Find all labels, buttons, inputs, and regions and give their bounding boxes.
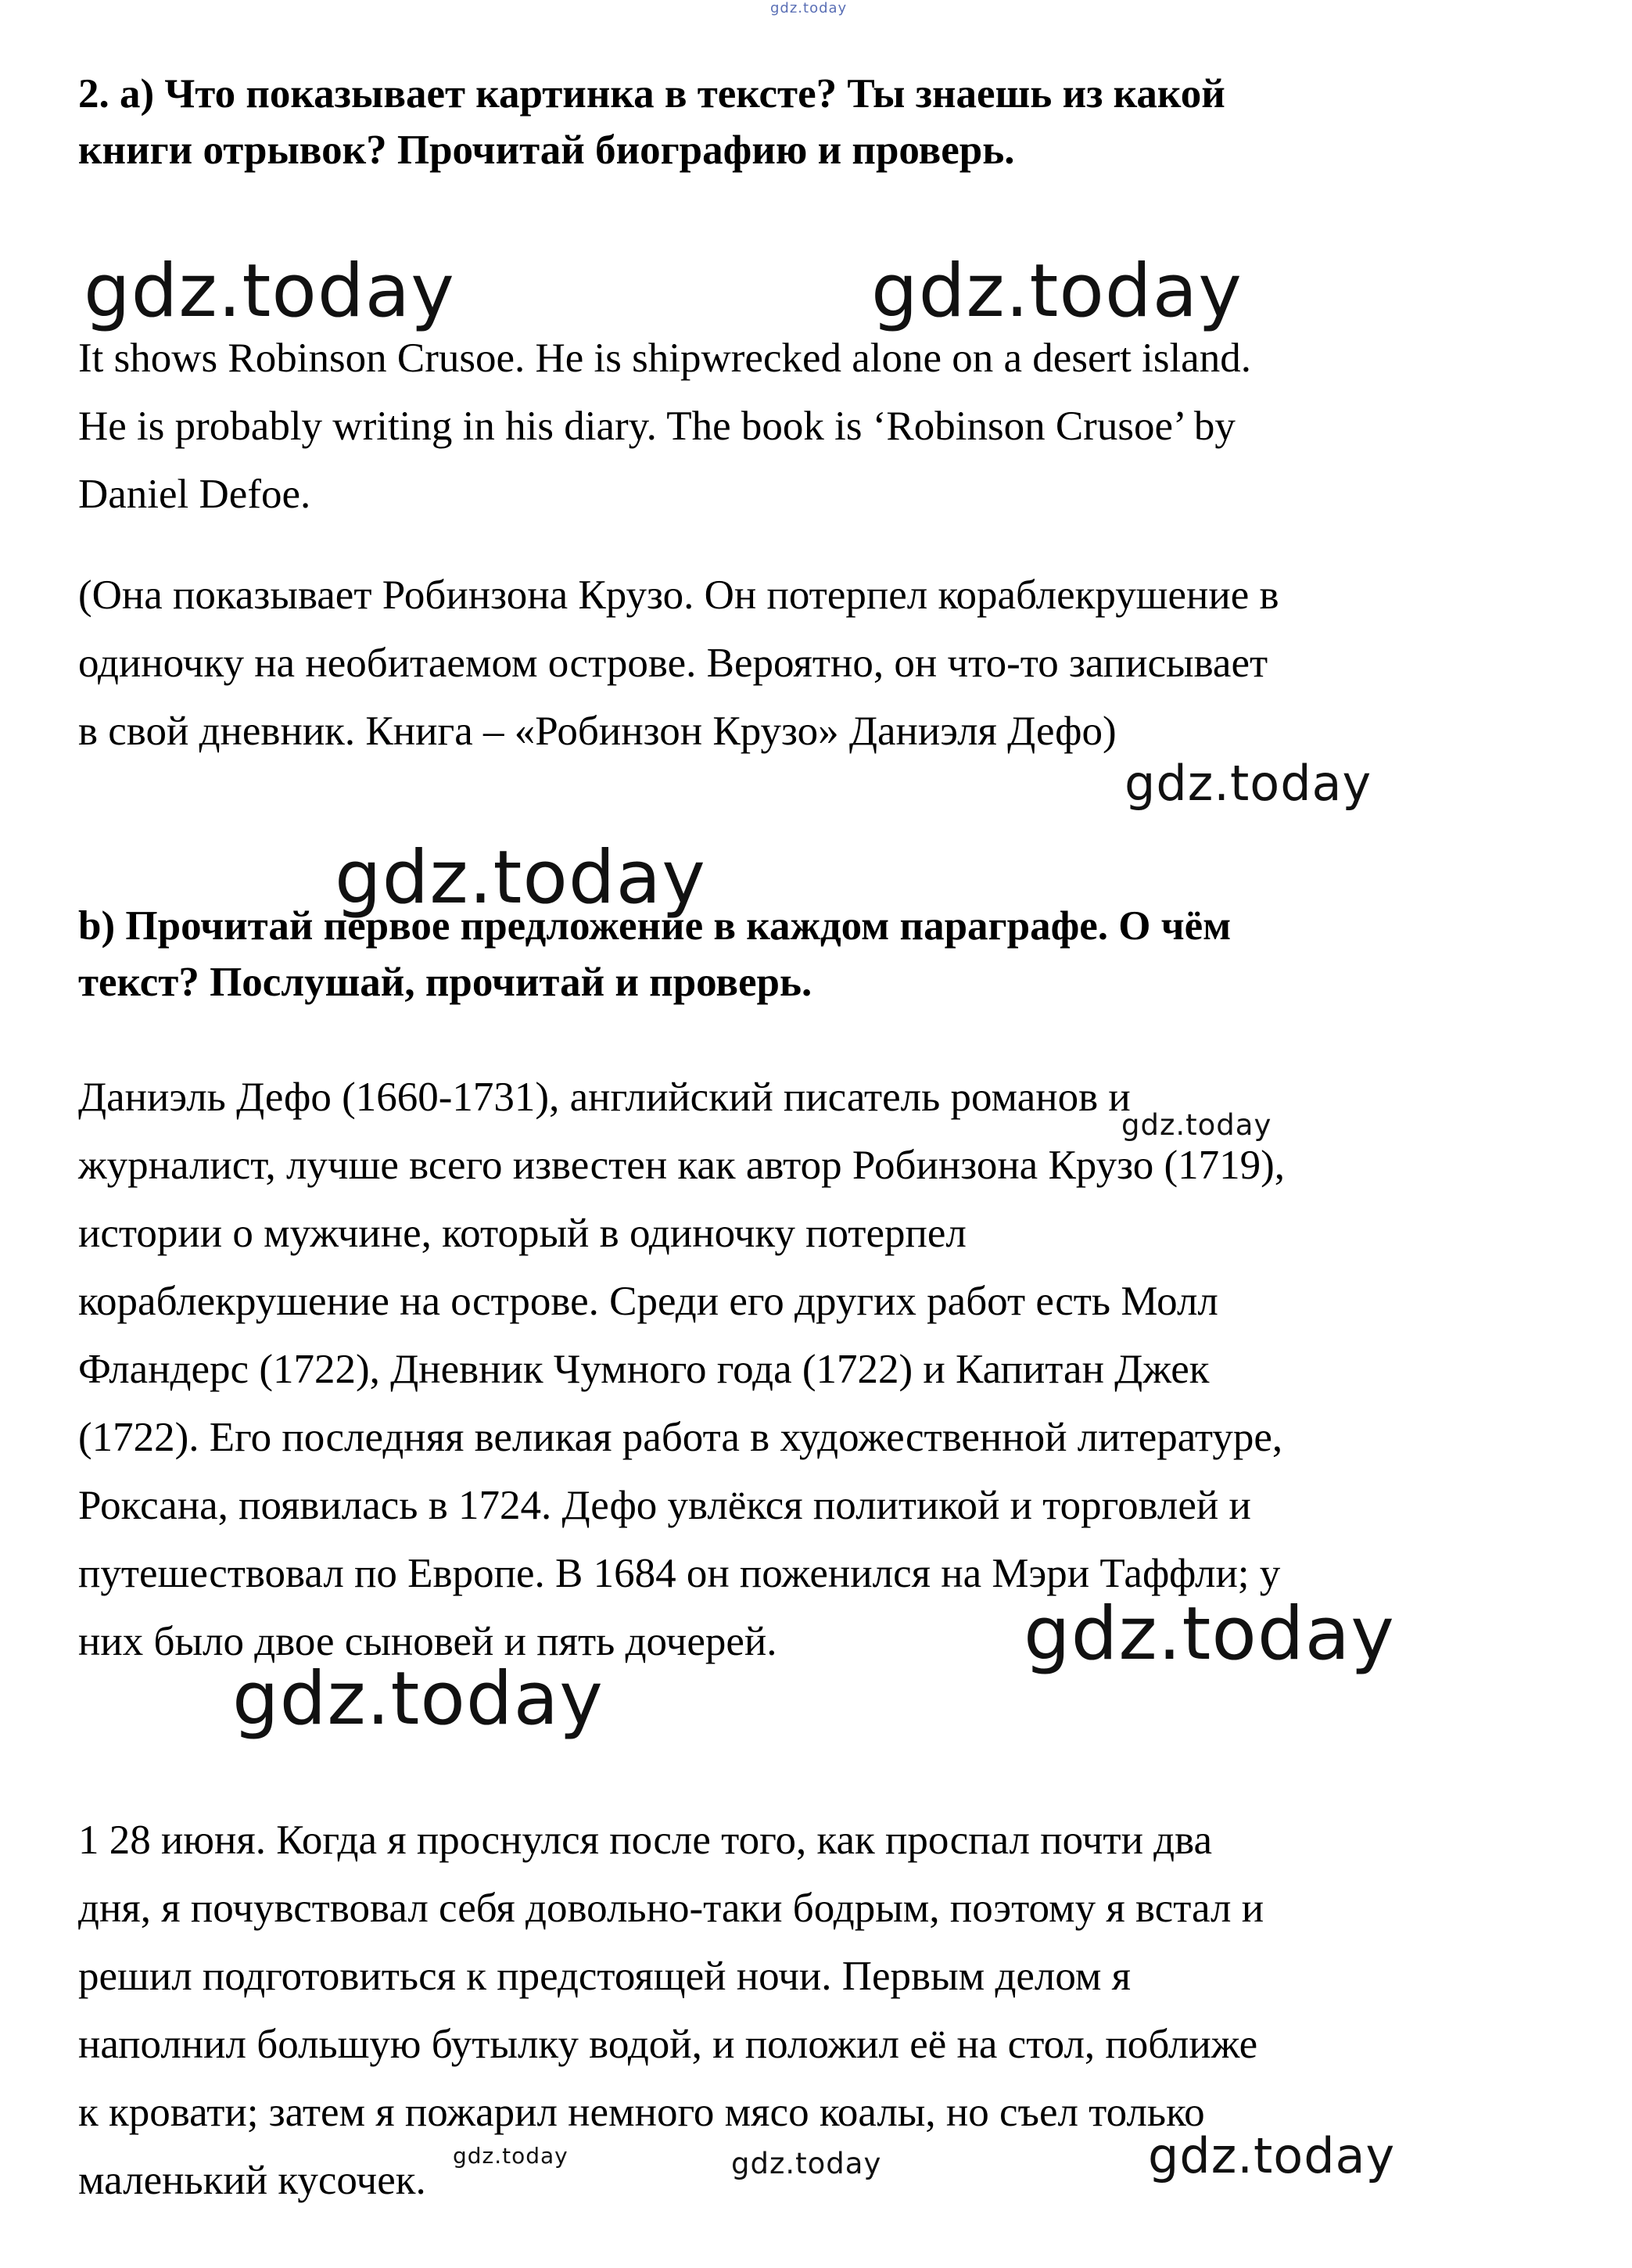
task-b-heading: b) Прочитай первое предложение в каждом параграфе. О чём текст? Послушай, прочитай и проверь. xyxy=(78,903,1232,1005)
watermark: gdz.today xyxy=(232,1656,604,1742)
watermark: gdz.today xyxy=(84,249,455,334)
watermark: gdz.today xyxy=(1124,755,1372,812)
watermark: gdz.today xyxy=(453,2143,569,2169)
watermark: gdz.today xyxy=(1148,2127,1396,2184)
biography-paragraph: Даниэль Дефо (1660-1731), английский писатель романов и журналист, лучше всего известен как автор Робинзона Крузо (1719), истории о мужчине, который в одиночку потерпел кораблекрушение на острове. Среди его других работ есть Молл Фландерс (1722), Дневник Чумного года (1722) и Капитан Джек (1722). Его последняя великая работа в художественной литературе, Роксана, появилась в 1724. Дефо увлёкся политикой и торговлей и путешествовал по Европе. В 1684 он поженился на Мэри Таффли; у них было двое сыновей и пять дочерей. xyxy=(78,1075,1286,1664)
watermark: gdz.today xyxy=(1121,1108,1272,1142)
task-a-heading: 2. a) Что показывает картинка в тексте? Ты знаешь из какой книги отрывок? Прочитай биографию и проверь. xyxy=(78,71,1225,173)
task-a-answer-english: It shows Robinson Crusoe. He is shipwrecked alone on a desert island. He is probably writing in his diary. The book is ‘Robinson Crusoe’ by Daniel Defoe. xyxy=(78,336,1251,517)
watermark: gdz.today xyxy=(871,249,1243,334)
task-a-answer-russian: (Она показывает Робинзона Крузо. Он потерпел кораблекрушение в одиночку на необитаемом острове. Вероятно, он что-то записывает в свой дневник. Книга – «Робинзон Крузо» Даниэля Дефо) xyxy=(78,572,1279,754)
watermark: gdz.today xyxy=(1024,1592,1395,1677)
watermark: gdz.today xyxy=(335,835,706,920)
watermark-top: gdz.today xyxy=(770,0,848,16)
diary-paragraph: 1 28 июня. Когда я проснулся после того, как проспал почти два дня, я почувствовал себя довольно-таки бодрым, поэтому я встал и решил подготовиться к предстоящей ночи. Первым делом я наполнил большую бутылку водой, и положил её на стол, поближе к кровати; затем я пожарил немного мясо коалы, но съел только маленький кусочек. xyxy=(78,1818,1264,2203)
watermark: gdz.today xyxy=(731,2147,882,2180)
